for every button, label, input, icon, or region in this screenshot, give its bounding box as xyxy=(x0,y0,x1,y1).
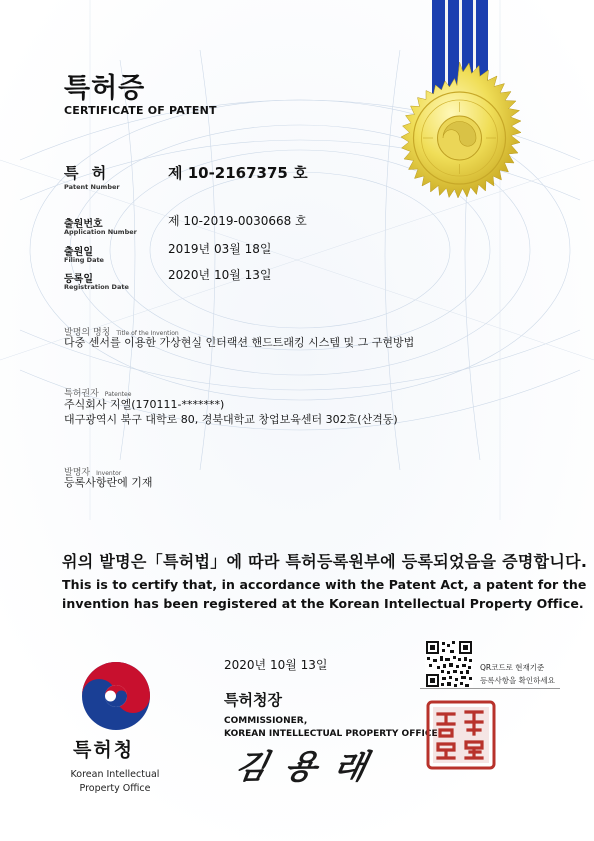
registration-date-label: 등록일 xyxy=(64,274,93,285)
taegeuk-logo-icon xyxy=(80,660,152,732)
commissioner-title-en-line1: COMMISSIONER, xyxy=(224,716,308,726)
application-number-label-en: Application Number xyxy=(64,228,137,236)
certificate-title: 특허증 xyxy=(64,73,146,104)
patent-number-label: 특 허 xyxy=(64,164,111,182)
commissioner-signature: 김 용 래 xyxy=(231,747,374,786)
registration-date-value: 2020년 10월 13일 xyxy=(168,268,272,282)
office-name-en-line2: Property Office xyxy=(79,783,151,794)
certification-statement-en-line2: invention has been registered at the Korean Intellectual Property Office. xyxy=(62,596,584,611)
office-name-en-line1: Korean Intellectual xyxy=(70,769,160,780)
patentee-label-ko: 특허권자 xyxy=(64,389,99,399)
application-number-value: 제 10-2019-0030668 호 xyxy=(168,214,307,228)
qr-note-line1: QR코드로 현재기준 xyxy=(480,663,545,672)
inventor-label-ko: 발명자 xyxy=(64,468,91,478)
inventor-value: 등록사항란에 기재 xyxy=(64,476,153,489)
filing-date-label-en: Filing Date xyxy=(64,256,104,264)
application-number-label: 출원번호 xyxy=(64,219,103,230)
patent-number-label-en: Patent Number xyxy=(64,183,120,191)
registration-date-label-en: Registration Date xyxy=(64,283,129,291)
certification-statement-en-line1: This is to certify that, in accordance with the Patent Act, a patent for the xyxy=(62,577,587,592)
invention-title-label-en: Title of the Invention xyxy=(116,330,179,337)
office-name-ko: 특허청 xyxy=(73,739,135,761)
gold-seal-icon xyxy=(377,60,542,225)
invention-title-label-ko: 발명의 명칭 xyxy=(64,328,111,338)
patentee-address: 대구광역시 북구 대학로 80, 경북대학교 창업보육센터 302호(산격동) xyxy=(64,413,398,426)
patentee-label-en: Patentee xyxy=(104,391,132,398)
qr-code-icon xyxy=(425,640,473,688)
filing-date-label: 출원일 xyxy=(64,247,93,258)
certificate-title-en: CERTIFICATE OF PATENT xyxy=(64,104,217,117)
certification-statement-ko: 위의 발명은「특허법」에 따라 특허등록원부에 등록되었음을 증명합니다. xyxy=(62,552,588,571)
invention-title-value: 다중 센서를 이용한 가상현실 인터랙션 핸드트래킹 시스템 및 그 구현방법 xyxy=(64,336,415,349)
filing-date-value: 2019년 03월 18일 xyxy=(168,242,272,256)
qr-divider xyxy=(420,688,560,689)
issue-date: 2020년 10월 13일 xyxy=(224,658,328,672)
patent-number-value: 제 10-2167375 호 xyxy=(168,164,308,182)
official-stamp-icon xyxy=(426,700,496,770)
commissioner-title-en-line2: KOREAN INTELLECTUAL PROPERTY OFFICE xyxy=(224,729,438,739)
qr-note-line2: 등록사항을 확인하세요 xyxy=(480,676,555,685)
commissioner-title-ko: 특허청장 xyxy=(224,691,282,709)
patentee-name: 주식회사 지엘(170111-*******) xyxy=(64,398,225,411)
inventor-label-en: Inventor xyxy=(96,470,122,477)
